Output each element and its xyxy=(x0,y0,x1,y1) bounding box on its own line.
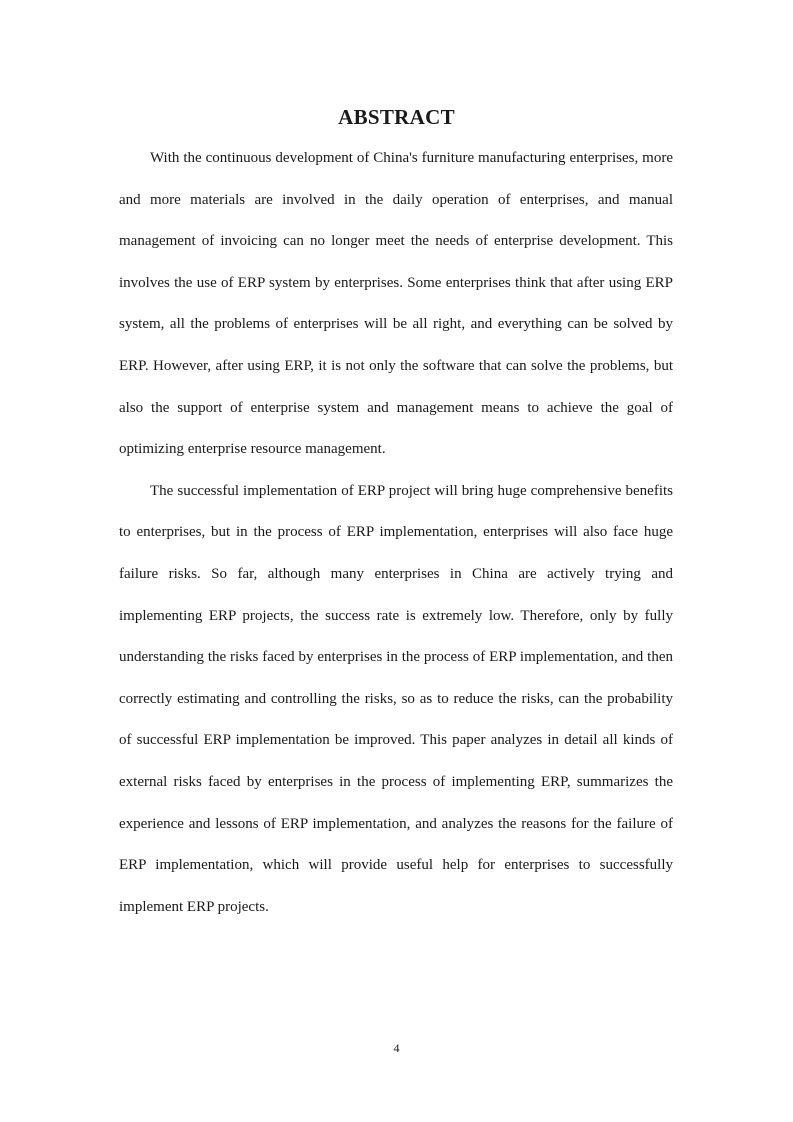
abstract-paragraph-2: The successful implementation of ERP project will bring huge comprehensive benefits to enterprises, but in the process of ERP implementation, enterprises will also face huge failure risks. So far, although many enterprises in China are actively trying and implementing ERP projects, the success rate is extremely low. Therefore, only by fully understanding the risks faced by enterprises in the process of ERP implementation, and then correctly estimating and controlling the risks, so as to reduce the risks, can the probability of successful ERP implementation be improved. This paper analyzes in detail all kinds of external risks faced by enterprises in the process of implementing ERP, summarizes the experience and lessons of ERP implementation, and analyzes the reasons for the failure of ERP implementation, which will provide useful help for enterprises to successfully implement ERP projects. xyxy=(119,482,673,915)
abstract-title: ABSTRACT xyxy=(338,105,455,129)
page-number: 4 xyxy=(393,1041,400,1055)
abstract-paragraph-1: With the continuous development of China's furniture manufacturing enterprises, more and more materials are involved in the daily operation of enterprises, and manual management of invoicing can no longer meet the needs of enterprise development. This involves the use of ERP system by enterprises. Some enterprises think that after using ERP system, all the problems of enterprises will be all right, and everything can be solved by ERP. However, after using ERP, it is not only the software that can solve the problems, but also the support of enterprise system and management means to achieve the goal of optimizing enterprise resource management. xyxy=(119,150,673,458)
abstract-body xyxy=(119,138,673,928)
